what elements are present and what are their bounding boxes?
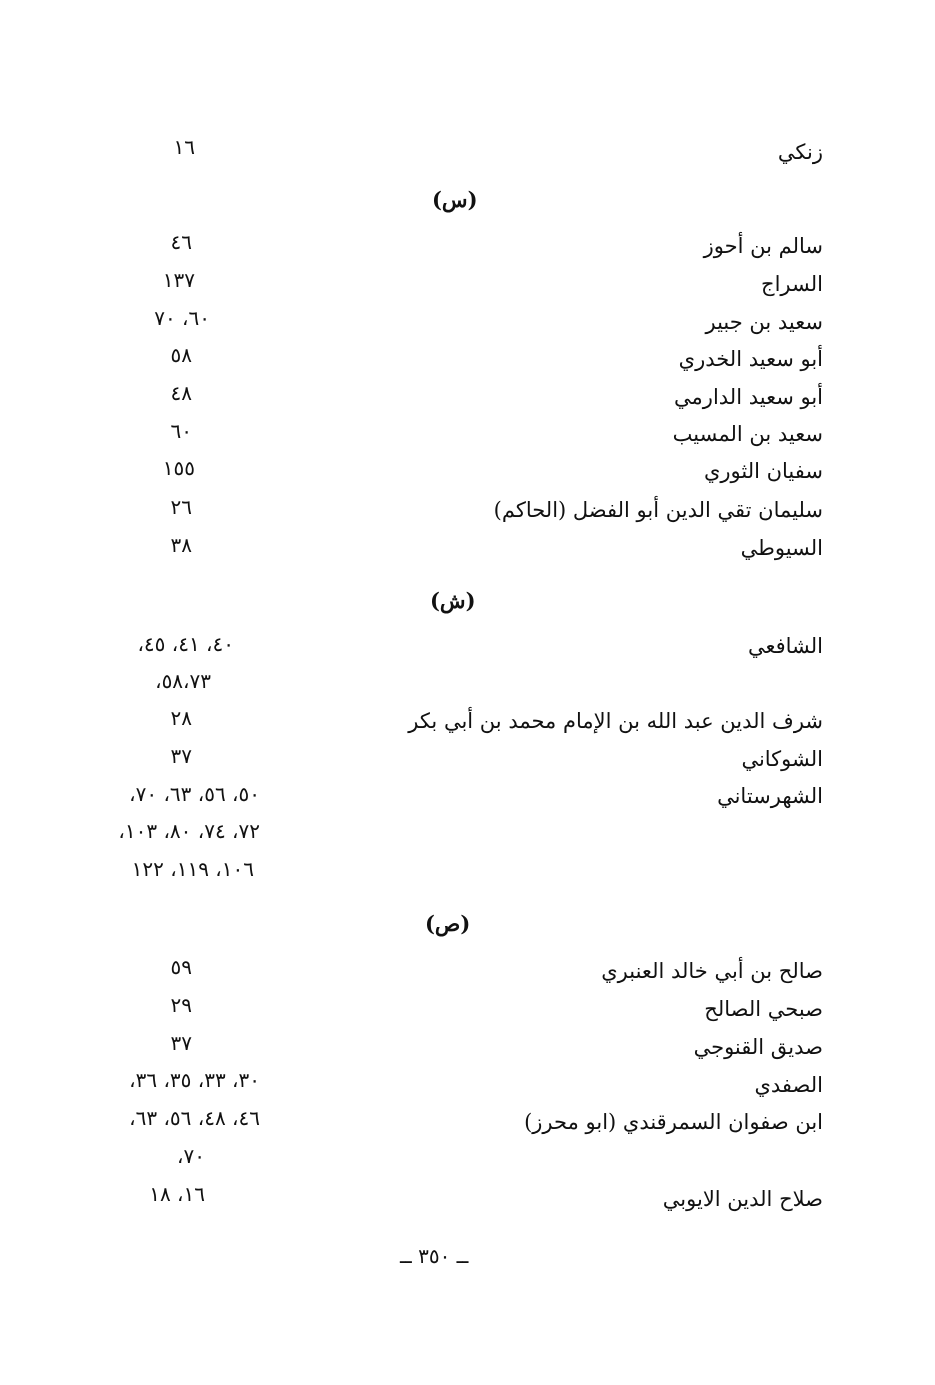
index-entry-pages: ٤٦ (170, 230, 192, 254)
index-entry-pages: ٣٠، ٣٣، ٣٥، ٣٦، (129, 1068, 260, 1092)
index-entry-pages: ١٥٥ (162, 456, 195, 480)
index-entry-pages: ١٦، ١٨ (149, 1182, 205, 1206)
index-entry-pages: ٤٦، ٤٨، ٥٦، ٦٣، (129, 1106, 260, 1130)
index-entry-pages: ٢٦ (170, 495, 192, 519)
section-header-sin: (س) (432, 187, 478, 212)
index-entry-pages-continued: ١٠٦، ١١٩، ١٢٢ (131, 857, 254, 881)
index-entry-name: شرف الدين عبد الله بن الإمام محمد بن أبي بكر (408, 709, 823, 733)
index-entry-name: ابن صفوان السمرقندي (ابو محرز) (524, 1110, 823, 1134)
index-entry-name: الصفدي (754, 1073, 823, 1097)
index-entry-pages-continued: ٧٠، (177, 1144, 205, 1168)
index-entry-name: السراج (761, 272, 823, 296)
index-entry-name: السيوطي (740, 536, 823, 560)
index-entry-name: صلاح الدين الايوبي (662, 1187, 823, 1211)
index-entry-name: صديق القنوجي (693, 1035, 823, 1059)
index-entry-pages: ٥٠، ٥٦، ٦٣، ٧٠، (129, 782, 260, 806)
index-entry-pages: ٢٨ (170, 706, 192, 730)
index-entry-name: سفيان الثوري (703, 459, 823, 483)
index-entry-pages: ٦٠ (170, 419, 192, 443)
index-entry-pages-continued: ٧٢، ٧٤، ٨٠، ١٠٣، (118, 819, 260, 843)
index-entry-name: صالح بن أبي خالد العنبري (601, 959, 823, 983)
index-entry-pages: ٤٨ (170, 381, 192, 405)
index-entry-name: أبو سعيد الدارمي (674, 385, 823, 409)
index-entry-name: زنكي (777, 140, 823, 164)
index-entry-pages: ٣٧ (170, 1031, 192, 1055)
index-entry-name: صبحي الصالح (704, 997, 823, 1021)
index-entry-name: الشوكاني (741, 747, 823, 771)
index-entry-pages: ١٣٧ (162, 268, 195, 292)
index-entry-pages: ٣٨ (170, 533, 192, 557)
index-entry-pages: ٣٧ (170, 744, 192, 768)
index-entry-name: الشهرستاني (717, 784, 823, 808)
index-entry-pages: ٢٩ (170, 993, 192, 1017)
index-entry-pages: ٥٨ (170, 343, 192, 367)
index-entry-name: سعيد بن المسيب (672, 422, 823, 446)
page-number: ــ ٣٥٠ ــ (400, 1244, 469, 1268)
index-entry-name: سعيد بن جبير (705, 310, 823, 334)
index-entry-pages: ١٦ (173, 135, 195, 159)
index-entry-pages: ٥٩ (170, 955, 192, 979)
section-header-shin: (ش) (430, 588, 476, 613)
index-entry-name: أبو سعيد الخدري (678, 347, 823, 371)
index-entry-pages: ٤٠، ٤١، ٤٥، (137, 632, 234, 656)
index-entry-pages-continued: ٥٨،٧٣، (155, 669, 211, 693)
index-entry-name: الشافعي (747, 634, 823, 658)
index-entry-name: سالم بن أحوز (703, 234, 823, 258)
index-entry-pages: ٦٠، ٧٠ (154, 306, 210, 330)
section-header-sad: (ص) (425, 911, 471, 936)
index-entry-name: سليمان تقي الدين أبو الفضل (الحاكم) (493, 498, 823, 522)
